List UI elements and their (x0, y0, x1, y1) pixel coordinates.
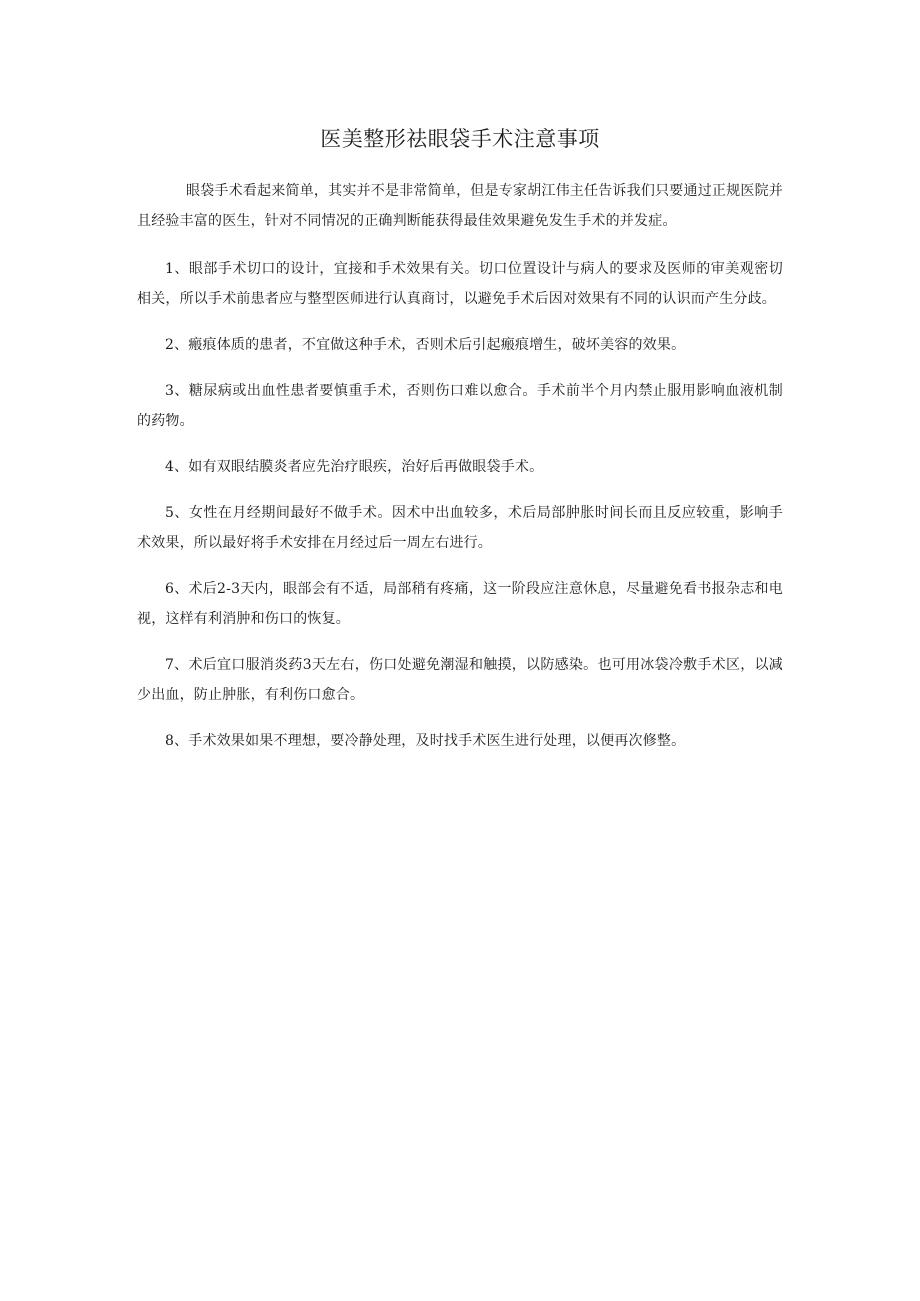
list-item: 7、术后宜口服消炎药3天左右，伤口处避免潮湿和触摸，以防感染。也可用冰袋冷敷手术区，以减少出血，防止肿胀，有利伤口愈合。 (137, 657, 783, 703)
intro-paragraph: 眼袋手术看起来简单，其实并不是非常简单，但是专家胡江伟主任告诉我们只要通过正规医院并且经验丰富的医生，针对不同情况的正确判断能获得最佳效果避免发生手术的并发症。 (137, 183, 783, 229)
list-item: 3、糖尿病或出血性患者要慎重手术，否则伤口难以愈合。手术前半个月内禁止服用影响血液机制的药物。 (137, 383, 783, 429)
list-item: 6、术后2-3天内，眼部会有不适，局部稍有疼痛，这一阶段应注意休息，尽量避免看书报杂志和电视，这样有利消肿和伤口的恢复。 (137, 581, 783, 627)
list-item: 1、眼部手术切口的设计，宜接和手术效果有关。切口位置设计与病人的要求及医师的审美观密切相关，所以手术前患者应与整型医师进行认真商讨，以避免手术后因对效果有不同的认识而产生分歧。 (137, 261, 783, 307)
document-title: 医美整形祛眼袋手术注意事项 (320, 127, 600, 151)
list-item: 8、手术效果如果不理想，要冷静处理，及时找手术医生进行处理，以便再次修整。 (165, 733, 686, 749)
document-body (137, 176, 783, 772)
list-item: 5、女性在月经期间最好不做手术。因术中出血较多，术后局部肿胀时间长而且反应较重，影响手术效果，所以最好将手术安排在月经过后一周左右进行。 (137, 505, 783, 551)
list-item: 2、瘢痕体质的患者，不宜做这种手术，否则术后引起瘢痕增生，破坏美容的效果。 (165, 337, 686, 353)
list-item: 4、如有双眼结膜炎者应先治疗眼疾，治好后再做眼袋手术。 (165, 459, 544, 475)
